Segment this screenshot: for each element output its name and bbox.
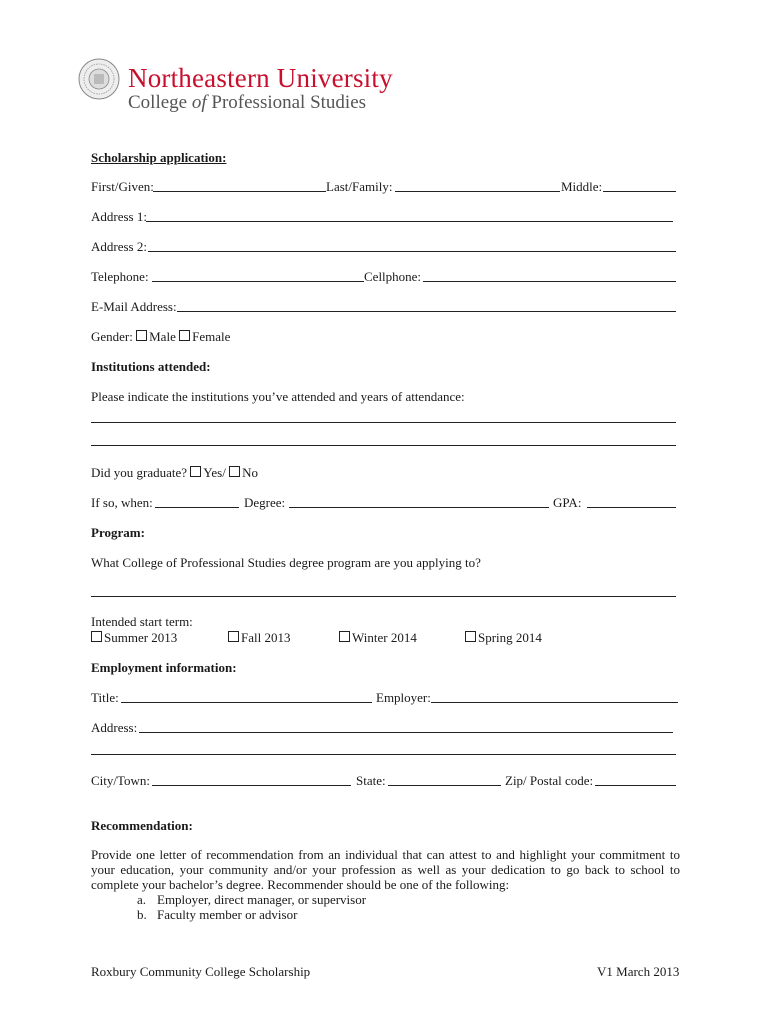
fall-checkbox[interactable] xyxy=(228,631,239,642)
gender-label: Gender: xyxy=(91,329,133,344)
rec-a-marker: a. xyxy=(137,892,147,907)
winter-label: Winter 2014 xyxy=(352,630,417,645)
gpa-label: GPA: xyxy=(553,495,582,510)
spring-checkbox[interactable] xyxy=(465,631,476,642)
address1-label: Address 1: xyxy=(91,209,147,224)
recommendation-header: Recommendation: xyxy=(91,818,193,833)
gpa-field[interactable] xyxy=(587,507,676,508)
state-field[interactable] xyxy=(388,785,501,786)
degree-field[interactable] xyxy=(289,507,549,508)
term-option-spring[interactable] xyxy=(465,630,542,645)
cellphone-field[interactable] xyxy=(423,281,676,282)
last-name-label: Last/Family: xyxy=(326,179,393,194)
spring-label: Spring 2014 xyxy=(478,630,542,645)
footer-right: V1 March 2013 xyxy=(597,964,680,979)
gender-row xyxy=(91,329,230,344)
male-checkbox[interactable] xyxy=(136,330,147,341)
term-option-summer[interactable] xyxy=(91,630,177,645)
rec-item-a xyxy=(137,892,366,907)
middle-name-field[interactable] xyxy=(603,191,676,192)
state-label: State: xyxy=(356,773,386,788)
address2-field[interactable] xyxy=(148,251,676,252)
title-label: Title: xyxy=(91,690,119,705)
footer-left: Roxbury Community College Scholarship xyxy=(91,964,311,979)
program-field[interactable] xyxy=(91,596,676,597)
institutions-field-2[interactable] xyxy=(91,445,676,446)
employer-label: Employer: xyxy=(376,690,431,705)
rec-b-text: Faculty member or advisor xyxy=(157,907,298,922)
telephone-label: Telephone: xyxy=(91,269,149,284)
term-option-winter[interactable] xyxy=(339,630,417,645)
employment-header: Employment information: xyxy=(91,660,237,675)
no-checkbox[interactable] xyxy=(229,466,240,477)
emp-address-label: Address: xyxy=(91,720,138,735)
female-label: Female xyxy=(192,329,231,344)
term-option-fall[interactable] xyxy=(228,630,290,645)
university-name: Northeastern University xyxy=(128,63,393,93)
city-field[interactable] xyxy=(152,785,351,786)
middle-name-label: Middle: xyxy=(561,179,603,194)
graduate-row xyxy=(91,465,258,480)
cellphone-label: Cellphone: xyxy=(364,269,422,284)
institutions-field-1[interactable] xyxy=(91,422,676,423)
college-name xyxy=(128,92,366,114)
address1-field[interactable] xyxy=(146,221,673,222)
fall-label: Fall 2013 xyxy=(241,630,291,645)
first-name-field[interactable] xyxy=(153,191,326,192)
emp-address-field-2[interactable] xyxy=(91,754,676,755)
when-label: If so, when: xyxy=(91,495,153,510)
last-name-field[interactable] xyxy=(395,191,560,192)
summer-label: Summer 2013 xyxy=(104,630,178,645)
program-header: Program: xyxy=(91,525,145,540)
email-field[interactable] xyxy=(177,311,676,312)
rec-b-marker: b. xyxy=(137,907,147,922)
form-title: Scholarship application: xyxy=(91,150,227,165)
college-prefix: College xyxy=(128,92,192,113)
rec-item-b xyxy=(137,907,297,922)
first-name-label: First/Given: xyxy=(91,179,154,194)
summer-checkbox[interactable] xyxy=(91,631,102,642)
title-field[interactable] xyxy=(121,702,372,703)
employer-field[interactable] xyxy=(431,702,678,703)
college-suffix: Professional Studies xyxy=(206,92,367,113)
start-term-label: Intended start term: xyxy=(91,614,193,629)
no-label: No xyxy=(242,465,258,480)
degree-label: Degree: xyxy=(244,495,286,510)
email-label: E-Mail Address: xyxy=(91,299,177,314)
city-label: City/Town: xyxy=(91,773,151,788)
emp-address-field-1[interactable] xyxy=(139,732,673,733)
institutions-prompt: Please indicate the institutions you’ve attended and years of attendance: xyxy=(91,389,465,404)
zip-field[interactable] xyxy=(595,785,676,786)
winter-checkbox[interactable] xyxy=(339,631,350,642)
rec-a-text: Employer, direct manager, or supervisor xyxy=(157,892,367,907)
female-checkbox[interactable] xyxy=(179,330,190,341)
college-of: of xyxy=(191,92,207,113)
telephone-field[interactable] xyxy=(152,281,364,282)
graduate-label: Did you graduate? xyxy=(91,465,188,480)
program-prompt: What College of Professional Studies degree program are you applying to? xyxy=(91,555,481,570)
address2-label: Address 2: xyxy=(91,239,147,254)
institutions-header: Institutions attended: xyxy=(91,359,211,374)
zip-label: Zip/ Postal code: xyxy=(505,773,594,788)
when-field[interactable] xyxy=(155,507,239,508)
yes-label: Yes/ xyxy=(203,465,226,480)
university-seal-icon xyxy=(78,58,120,100)
recommendation-text: Provide one letter of recommendation from an individual that can attest to and highlight your commitment to your education, your community and/or your profession as well as your dedication to go back to school to complete your bachelor’s degree. Recommender should be one of the following: xyxy=(91,847,680,892)
yes-checkbox[interactable] xyxy=(190,466,201,477)
male-label: Male xyxy=(149,329,176,344)
